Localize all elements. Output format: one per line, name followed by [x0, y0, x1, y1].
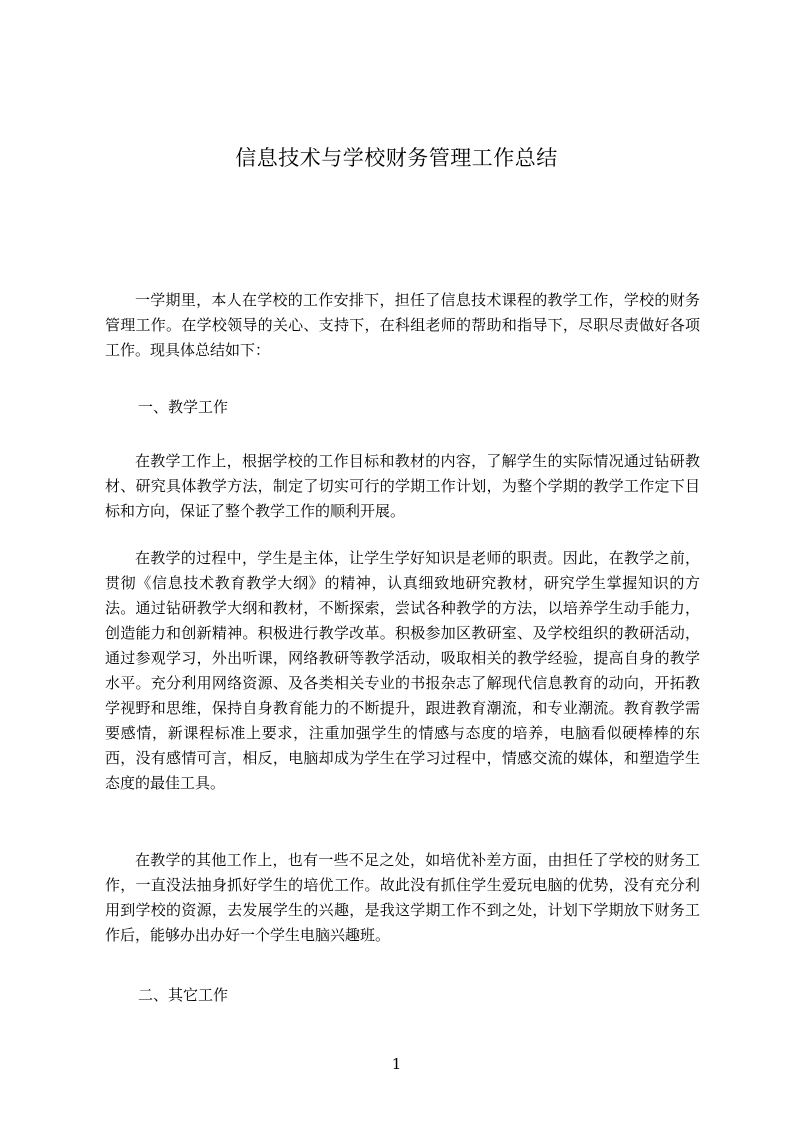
intro-paragraph: 一学期里，本人在学校的工作安排下，担任了信息技术课程的教学工作，学校的财务管理工作。在学校领导的关心、支持下，在科组老师的帮助和指导下，尽职尽责做好各项工作。现具体总结如下： [105, 291, 700, 359]
section-heading-teaching: 一、教学工作 [138, 398, 229, 416]
teaching-paragraph-2: 在教学的过程中，学生是主体，让学生学好知识是老师的职责。因此，在教学之前，贯彻《信息技术教育教学大纲》的精神，认真细致地研究教材，研究学生掌握知识的方法。通过钻研教学大纲和教材，不断探索，尝试各种教学的方法，以培养学生动手能力，创造能力和创新精神。积极进行教学改革。积极参加区教研室、及学校组织的教研活动，通过参观学习，外出听课，网络教研等教学活动，吸取相关的教学经验，提高自身的教学水平。充分利用网络资源、及各类相关专业的书报杂志了解现代信息教育的动向，开拓教学视野和思维，保持自身教育能力的不断提升，跟进教育潮流，和专业潮流。教育教学需要感情，新课程标准上要求，注重加强学生的情感与态度的培养，电脑看似硬棒棒的东西，没有感情可言，相反，电脑却成为学生在学习过程中，情感交流的媒体，和塑造学生态度的最佳工具。 [105, 549, 700, 792]
teaching-paragraph-1: 在教学工作上，根据学校的工作目标和教材的内容，了解学生的实际情况通过钻研教材、研究具体教学方法，制定了切实可行的学期工作计划，为整个学期的教学工作定下目标和方向，保证了整个教学工作的顺利开展。 [105, 452, 700, 520]
page-number: 1 [391, 1055, 402, 1073]
document-title: 信息技术与学校财务管理工作总结 [235, 146, 558, 170]
teaching-paragraph-3: 在教学的其他工作上，也有一些不足之处，如培优补差方面，由担任了学校的财务工作，一直没法抽身抓好学生的培优工作。故此没有抓住学生爱玩电脑的优势，没有充分利用到学校的资源，去发展学生的兴趣，是我这学期工作不到之处，计划下学期放下财务工作后，能够办出办好一个学生电脑兴趣班。 [105, 851, 700, 944]
section-heading-other: 二、其它工作 [138, 986, 229, 1004]
